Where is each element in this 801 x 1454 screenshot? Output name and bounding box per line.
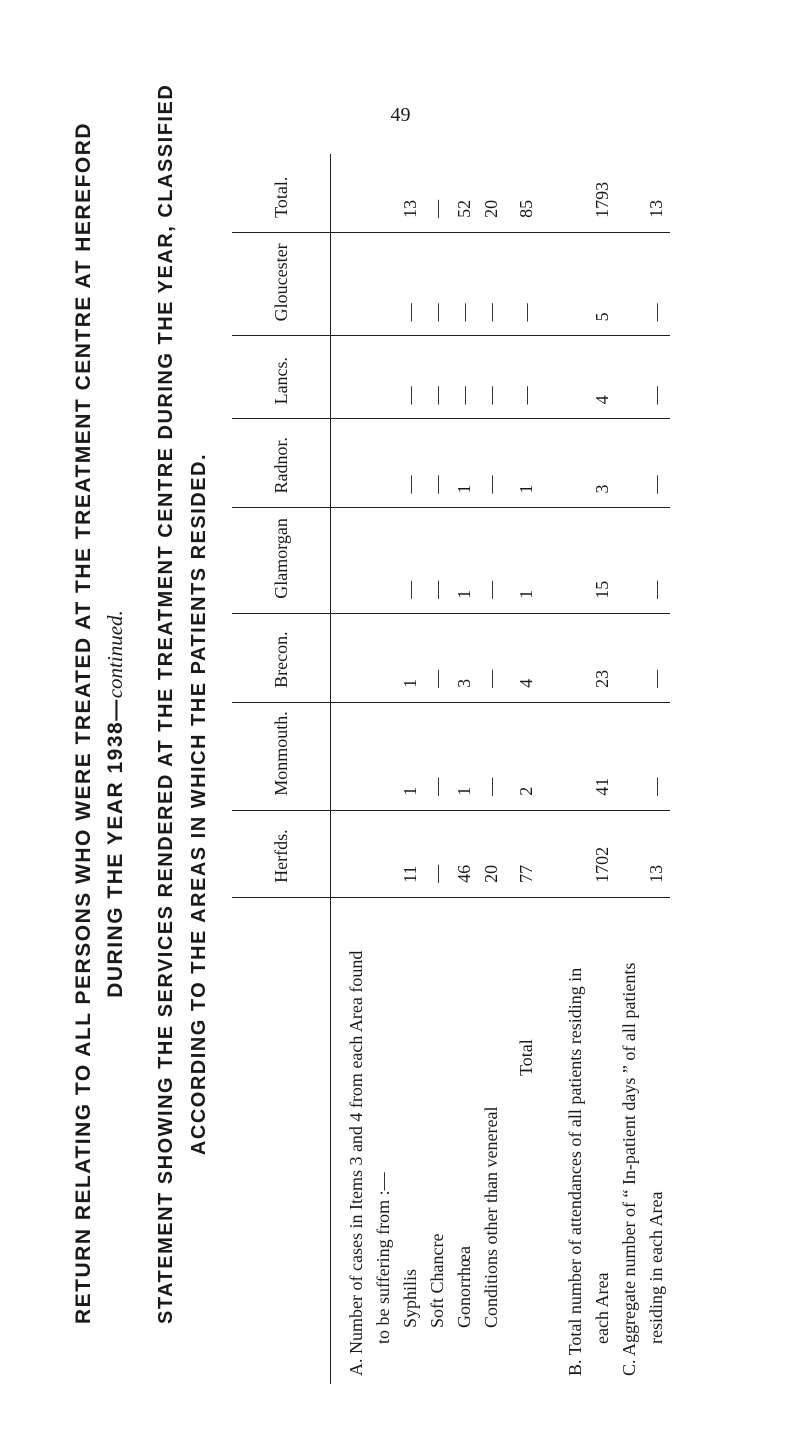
cell: — xyxy=(646,669,666,688)
section-c-label-2: residing in each Area xyxy=(646,1191,666,1344)
cell: 77 xyxy=(516,864,536,883)
cell: — xyxy=(481,475,501,494)
cell: — xyxy=(646,303,666,322)
cell: 85 xyxy=(516,199,536,218)
cell: 1 xyxy=(400,678,420,688)
cell: 1 xyxy=(516,484,536,494)
cell: 41 xyxy=(592,777,612,796)
header-lancs: Lancs. xyxy=(232,336,331,419)
cell: 15 xyxy=(592,580,612,599)
row-label-other-conditions: Conditions other than venereal xyxy=(481,1106,501,1328)
cell: — xyxy=(400,475,420,494)
cell: 1702 xyxy=(592,846,612,883)
col-glamorgan-a xyxy=(331,508,541,613)
section-c-label-1: C. Aggregate number of “ In-patient days ” of all patients xyxy=(619,962,639,1376)
row-label-syphilis: Syphilis xyxy=(400,1268,420,1328)
cell: — xyxy=(454,303,474,322)
cell: 1793 xyxy=(592,181,612,218)
cell: — xyxy=(427,303,447,322)
cell: — xyxy=(427,386,447,405)
cell: — xyxy=(400,580,420,599)
row-label-total: Total xyxy=(516,1039,536,1076)
cell: — xyxy=(646,580,666,599)
section-a-labels xyxy=(331,897,541,1384)
cell: 2 xyxy=(516,786,536,796)
cell: 3 xyxy=(454,678,474,688)
page-number: 49 xyxy=(390,104,411,126)
col-radnor-a xyxy=(331,419,541,508)
col-radnor-bc xyxy=(540,419,670,508)
cell: 4 xyxy=(516,678,536,688)
cell: 1 xyxy=(516,589,536,599)
title-line-2 xyxy=(103,284,128,1324)
col-monmouth-bc xyxy=(540,702,670,810)
header-radnor: Radnor. xyxy=(232,419,331,508)
cell: — xyxy=(516,303,536,322)
header-monmouth: Monmouth. xyxy=(232,702,331,810)
cell: 1 xyxy=(454,589,474,599)
col-gloucester-bc xyxy=(540,232,670,336)
cell: — xyxy=(481,777,501,796)
cell: 1 xyxy=(400,786,420,796)
section-a-label-1: A. Number of cases in Items 3 and 4 from each Area found xyxy=(346,950,366,1376)
col-herfds-a xyxy=(331,810,541,897)
title-line-2-italic: continued. xyxy=(103,610,127,699)
cell: 23 xyxy=(592,669,612,688)
header-herfds: Herfds. xyxy=(232,810,331,897)
col-lancs-a xyxy=(331,336,541,419)
cell: — xyxy=(400,386,420,405)
section-a-rows xyxy=(331,154,541,1384)
cell: — xyxy=(427,199,447,218)
cell: — xyxy=(481,303,501,322)
section-b-label-1: B. Total number of attendances of all patients residing in xyxy=(565,967,585,1376)
cell: — xyxy=(481,669,501,688)
section-a-label-2: to be suffering from :— xyxy=(373,1172,393,1344)
cell: 4 xyxy=(592,395,612,405)
header-brecon: Brecon. xyxy=(232,613,331,702)
cell: 11 xyxy=(400,865,420,883)
cell: 20 xyxy=(481,199,501,218)
cell: — xyxy=(427,669,447,688)
header-row xyxy=(232,154,331,1384)
cell: 1 xyxy=(454,786,474,796)
title-line-4: ACCORDING TO THE AREAS IN WHICH THE PATIENTS RESIDED. xyxy=(188,452,210,1156)
cell: 20 xyxy=(481,864,501,883)
col-herfds-bc xyxy=(540,810,670,897)
cell: — xyxy=(481,580,501,599)
cell: 5 xyxy=(592,312,612,322)
cell: — xyxy=(646,777,666,796)
cell: 13 xyxy=(400,199,420,218)
col-glamorgan-bc xyxy=(540,508,670,613)
cell: — xyxy=(646,475,666,494)
cell: — xyxy=(400,303,420,322)
cell: 3 xyxy=(592,484,612,494)
title-line-3: STATEMENT SHOWING THE SERVICES RENDERED AT THE TREATMENT CENTRE DURING THE YEAR, CLASSIFIED xyxy=(155,83,177,1324)
header-glamorgan: Glamorgan xyxy=(232,508,331,613)
cell: — xyxy=(481,386,501,405)
cell: — xyxy=(646,386,666,405)
section-bc-labels xyxy=(540,897,670,1384)
cell: 52 xyxy=(454,199,474,218)
section-bc-rows xyxy=(540,154,670,1384)
cell: 13 xyxy=(646,864,666,883)
header-blank xyxy=(232,897,331,1384)
col-gloucester-a xyxy=(331,232,541,336)
title-line-1: RETURN RELATING TO ALL PERSONS WHO WERE TREATED AT THE TREATMENT CENTRE AT HEREFORD xyxy=(72,121,95,1324)
header-gloucester: Gloucester xyxy=(232,232,331,336)
col-lancs-bc xyxy=(540,336,670,419)
cell: — xyxy=(427,475,447,494)
areas-table xyxy=(232,154,670,1384)
section-b-label-2: each Area xyxy=(592,1272,612,1344)
cell: — xyxy=(427,864,447,883)
title-line-2-main: DURING THE YEAR 1938— xyxy=(104,698,127,998)
cell: — xyxy=(427,777,447,796)
cell: 1 xyxy=(454,484,474,494)
col-monmouth-a xyxy=(331,702,541,810)
cell: 13 xyxy=(646,199,666,218)
col-brecon-a xyxy=(331,613,541,702)
header-total: Total. xyxy=(232,154,331,232)
row-label-soft-chancre: Soft Chancre xyxy=(427,1233,447,1328)
cell: — xyxy=(427,580,447,599)
cell: — xyxy=(454,386,474,405)
cell: — xyxy=(516,386,536,405)
col-total-bc xyxy=(540,154,670,232)
col-brecon-bc xyxy=(540,613,670,702)
col-total-a xyxy=(331,154,541,232)
cell: 46 xyxy=(454,864,474,883)
row-label-gonorrhoea: Gonorrhœa xyxy=(454,1246,474,1328)
